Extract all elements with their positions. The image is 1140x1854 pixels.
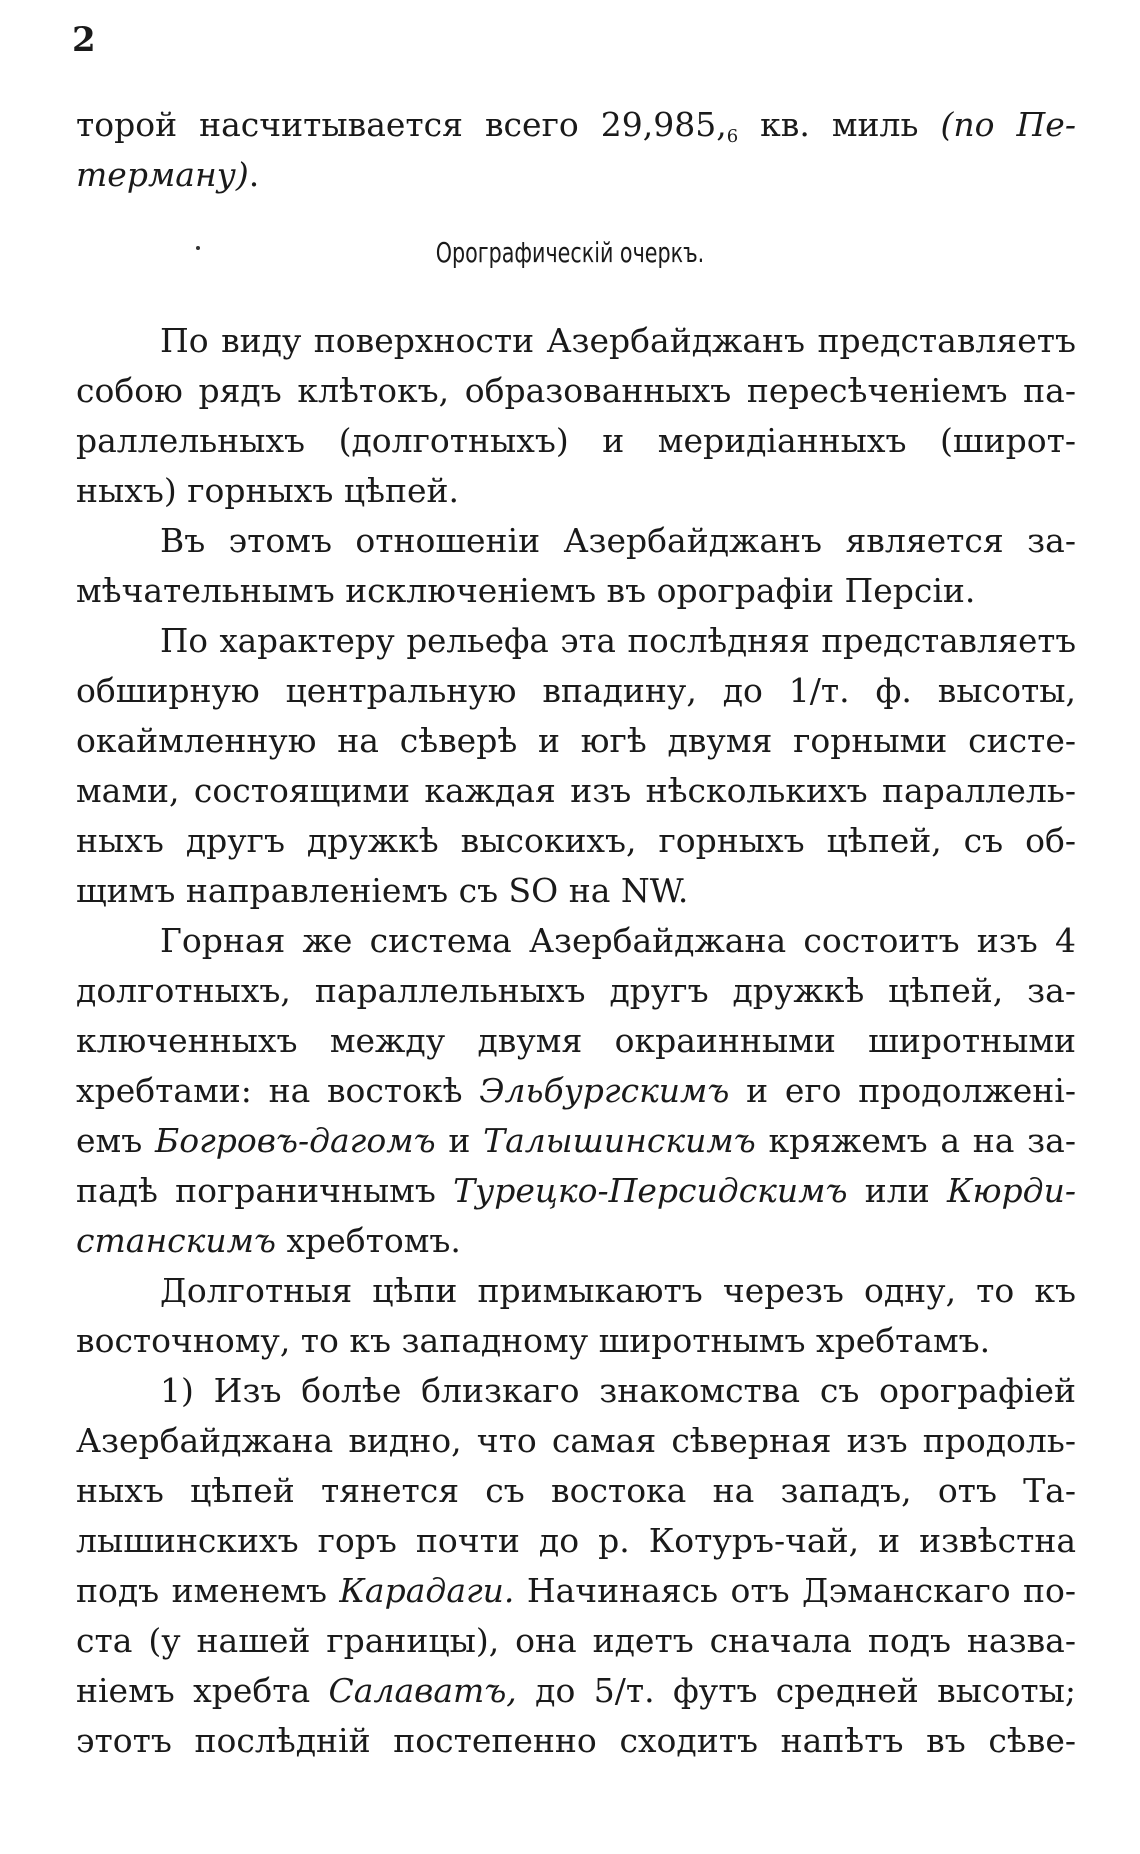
text-line: этотъ послѣднiй постепенно сходитъ напѣтъ въ сѣве- [76,1721,1076,1760]
paragraph-6 [76,1366,1076,1766]
text-line: нiемъ хребта Салаватъ, до 5/т. футъ средней высоты; [76,1671,1076,1710]
text-line: лышинскихъ горъ почти до р. Котуръ-чай, и извѣстна [76,1521,1076,1560]
text-line: станскимъ хребтомъ. [76,1221,461,1260]
text-line: подъ именемъ Карадаги. Начинаясь отъ Дэманскаго по- [76,1571,1076,1610]
text-line: Въ этомъ отношеніи Азербайджанъ является за- [160,521,1076,560]
text-line: торой насчитывается всего $29,985,_6$ кв. миль (по Пе- [76,105,1076,147]
text-line: ныхъ другъ дружкѣ высокихъ, горныхъ цѣпей, съ об- [76,821,1076,860]
text-line: ныхъ цѣпей тянется съ востока на западъ, отъ Та- [76,1471,1076,1510]
text-line: ключенныхъ между двумя окраинными широтными [76,1021,1076,1060]
text-line: мами, состоящими каждая изъ нѣсколькихъ параллель- [76,771,1076,810]
text-line: Азербайджана видно, что самая сѣверная изъ продоль- [76,1421,1076,1460]
text-line: По характеру рельефа эта послѣдняя представляетъ [160,622,1076,660]
text-line: собою рядъ клѣтокъ, образованныхъ пересѣченіемъ па- [76,371,1076,410]
text-line: падѣ пограничнымъ Турецко-Персидскимъ или Кюрди- [76,1171,1076,1210]
text-line: восточному, то къ западному широтнымъ хребтамъ. [76,1321,991,1360]
paragraph-5 [76,1266,1076,1366]
text-line: терману). [76,155,260,194]
text-line: 1) Изъ болѣе близкаго знакомства съ орографiей [160,1371,1076,1410]
section-heading: Орографическій очеркъ. [435,236,705,269]
text-line: Горная же система Азербайджана состоитъ изъ 4 [160,921,1076,960]
text-line: обширную центральную впадину, до 1/т. ф. высоты, [76,671,1076,710]
text-line: окаймленную на сѣверѣ и югѣ двумя горными систе- [76,721,1076,760]
text-line: мѣчательнымъ исключеніемъ въ орографіи Персіи. [76,571,976,610]
text-line: Долготныя цѣпи примыкаютъ черезъ одну, то къ [160,1271,1076,1310]
paragraph-1 [76,316,1076,516]
paragraph-4 [76,916,1076,1266]
text-line: По виду поверхности Азербайджанъ представляетъ [160,321,1076,360]
text-line: долготныхъ, параллельныхъ другъ дружкѣ цѣпей, за- [76,971,1076,1010]
text-line: ныхъ) горныхъ цѣпей. [76,471,459,510]
paragraph-2 [76,516,1076,616]
page-number: 2 [72,20,95,60]
text-line: щимъ направленіемъ съ SO на NW. [76,871,689,910]
text-line: хребтами: на востокѣ Эльбургскимъ и его продолженi- [76,1071,1076,1110]
text-line: ста (у нашей границы), она идетъ сначала подъ назва- [76,1621,1076,1660]
text-line: раллельныхъ (долготныхъ) и меридіанныхъ (широт- [76,421,1076,460]
intro-paragraph [76,100,1076,200]
paragraph-3 [76,616,1076,916]
text-line: емъ Богровъ-дагомъ и Талышинскимъ кряжемъ а на за- [76,1121,1076,1160]
